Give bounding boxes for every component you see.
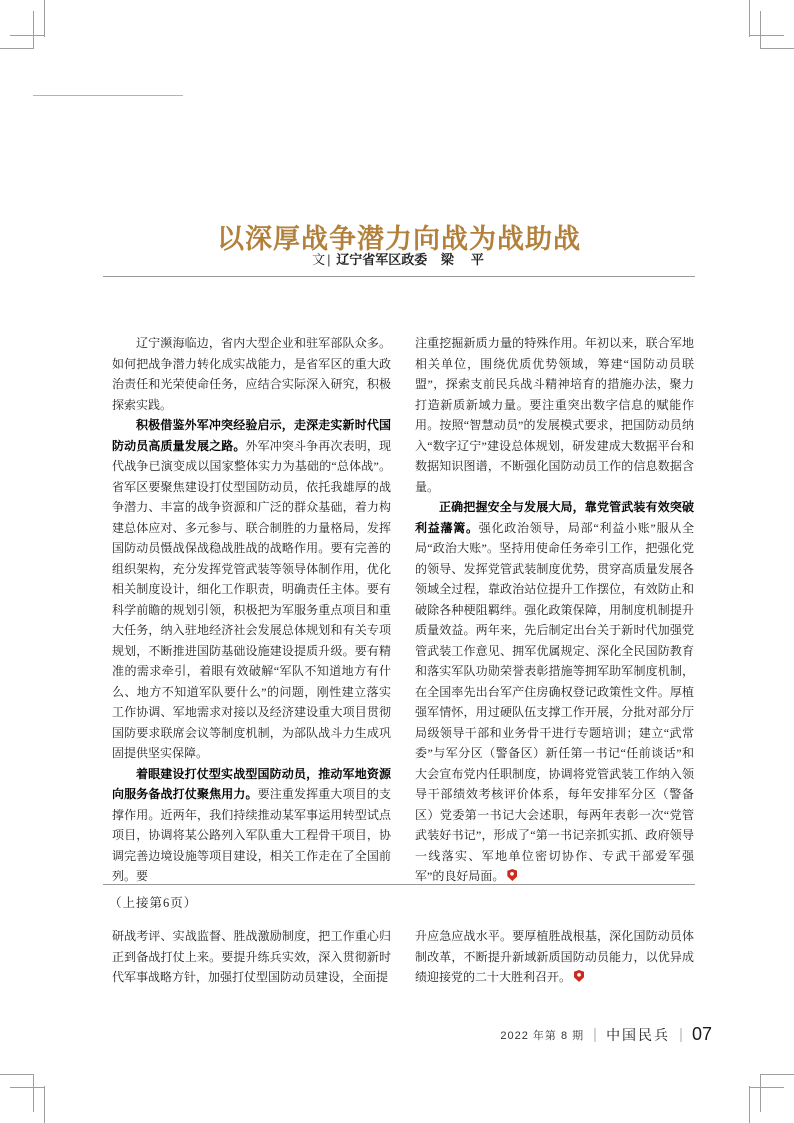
paragraph-text: 注重挖掘新质力量的特殊作用。年初以来，联合军地相关单位，围绕优质优势领域，筹建“国防动员联盟”，探索支前民兵战斗精神培育的措施办法，聚力打造新质新域力量。要注重突出数字信息的赋能作用。按照“智慧动员”的发展模式要求，把国防动员纳入“数字辽宁”建设总体规划，研发建成大数据平台和数据知识图谱，不断强化国防动员工作的信息数据含量。 — [415, 336, 694, 494]
article-left-column — [112, 333, 391, 887]
byline-divider-rule — [103, 276, 695, 277]
paragraph — [112, 415, 391, 764]
paragraph: 研战考评、实战监督、胜战激励制度，把工作重心归正到备战打仗上来。要提升练兵实效，深入贯彻新时代军事战略方针，加强打仗型国防动员建设，全面提 — [112, 929, 391, 984]
paragraph — [112, 764, 391, 887]
byline-author: 梁 平 — [440, 252, 486, 267]
paragraph-text: 要注重发挥重大项目的支撑作用。近两年，我们持续推动某军事运用转型试点项目，协调将某公路列入军队重大工程骨干项目，协调完善边境设施等项目建设，相关工作走在了全国前列。要 — [112, 787, 391, 883]
paragraph — [415, 333, 694, 497]
footer-page-number: 07 — [691, 1024, 712, 1044]
paragraph — [415, 497, 694, 887]
paragraph — [415, 926, 694, 988]
article-right-column — [415, 333, 694, 887]
footer-separator: | — [593, 1026, 597, 1043]
byline — [103, 249, 695, 268]
end-of-article-icon — [574, 970, 584, 982]
footer-magazine-name: 中国民兵 — [606, 1026, 671, 1043]
article-title: 以深厚战争潜力向战为战助战 — [217, 224, 581, 255]
paragraph-text: 外军冲突斗争再次表明，现代战争已演变成以国家整体实力为基础的“总体战”。省军区要聚焦建设打仗型国防动员，依托我雄厚的战争潜力、丰富的战争资源和广泛的群众基础，着力构建总体应对、多元参与、联合制胜的力量格局，发挥国防动员慑战保战稳战胜战的战略作用。要有完善的组织架构，充分发挥党管武装等领导体制作用，优化相关制度设计，细化工作职责，明确责任主体。要有科学前瞻的规划引领，积极把为军服务重点项目和重大任务，纳入驻地经济社会发展总体规划和有关专项规划，不断推进国防基础设施建设提质升级。要有精准的需求牵引，着眼有效破解“军队不知道地方有什么、地方不知道军队要什么”的问题，刚性建立落实工作协调、军地需求对接以及经济建设重大项目贯彻国防要求联席会议等制度机制，为部队战斗力生成巩固提供坚实保障。 — [112, 438, 391, 760]
continuation-left-column — [112, 926, 391, 988]
continuation-body — [112, 926, 694, 988]
continuation-label: （上接第6页） — [109, 896, 198, 910]
article-body — [112, 333, 694, 887]
paragraph — [112, 333, 391, 415]
continuation-divider-rule — [103, 884, 695, 885]
end-of-article-icon — [507, 869, 517, 881]
byline-prefix: 文 — [312, 252, 326, 267]
paragraph-text: 升应急应战水平。要厚植胜战根基，深化国防动员体制改革，不断提升新域新质国防动员能力，以优异成绩迎接党的二十大胜利召开。 — [415, 929, 694, 984]
paragraph-lead: 着眼建设打仗型实战型国防动员，推动军地资源向服务备战打仗聚焦用力。 — [112, 766, 391, 801]
continuation-right-column — [415, 926, 694, 988]
paragraph-lead: 正确把握安全与发展大局，靠党管武装有效突破利益藩篱。 — [415, 500, 694, 535]
paragraph-text: 强化政治领导，局部“利益小账”服从全局“政治大账”。坚持用使命任务牵引工作，把强化党的领导、发挥党管武装制度优势，贯穿高质量发展各领域全过程，靠政治站位提升工作摆位，有效防止和破除各种梗阻羁绊。强化政策保障，用制度机制提升质量效益。两年来，先后制定出台关于新时代加强党管武装工作意见、拥军优属规定、深化全民国防教育和落实军队功勋荣誉表彰措施等拥军助军制度机制，在全国率先出台军产住房确权登记政策性文件。厚植强军情怀，用过硬队伍支撑工作开展，分批对部分厅局级领导干部和业务骨干进行专题培训；建立“武常委”与军分区（警备区）新任第一书记“任前谈话”和大会宣布党内任职制度，协调将党管武装工作纳入领导干部绩效考核评价体系，每年安排军分区（警备区）党委第一书记大会述职，每两年表彰一次“党管武装好书记”，形成了“第一书记亲抓实抓、政府领导一线落实、军地单位密切协作、专武干部爱军强军”的良好局面。 — [415, 520, 694, 883]
paragraph-lead: 积极借鉴外军冲突经验启示，走深走实新时代国防动员高质量发展之路。 — [112, 418, 391, 453]
byline-pipe: | — [327, 252, 331, 267]
page-footer — [500, 1024, 712, 1045]
footer-separator: | — [679, 1026, 683, 1043]
footer-issue: 2022 年第 8 期 — [500, 1029, 585, 1042]
byline-unit: 辽宁省军区政委 — [336, 252, 428, 267]
paragraph-text: 辽宁濒海临边，省内大型企业和驻军部队众多。如何把战争潜力转化成实战能力，是省军区的重大政治责任和光荣使命任务，应结合实际深入研究，积极探索实践。 — [112, 336, 391, 412]
